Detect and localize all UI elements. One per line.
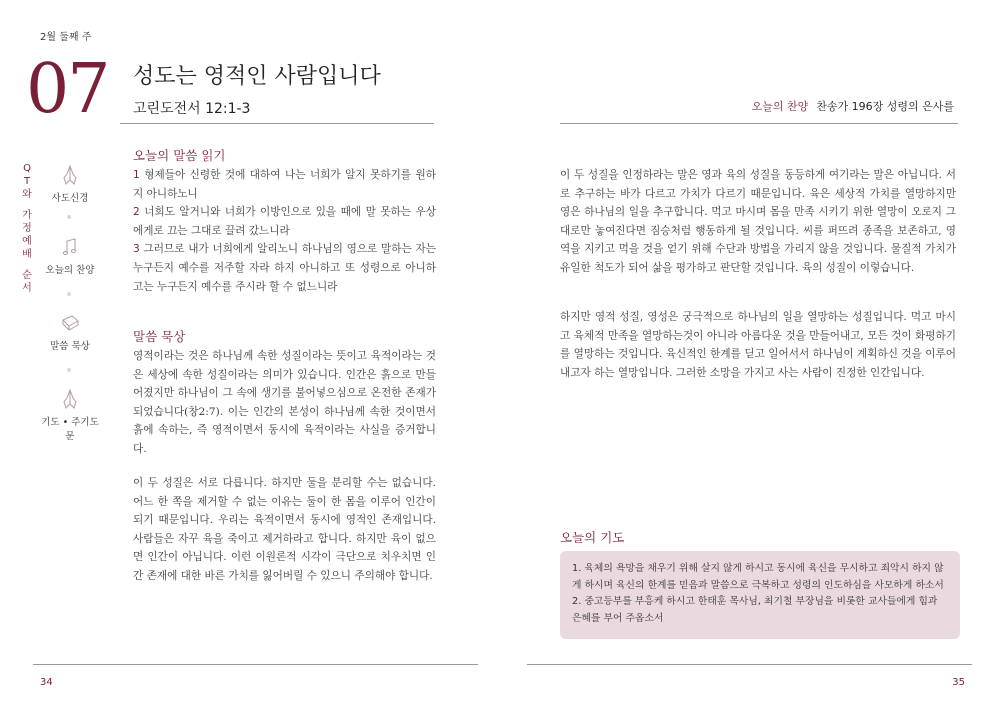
- praying-hands-icon: [60, 388, 80, 410]
- vertical-char: 가: [22, 210, 32, 221]
- sidebar-item-label: 말씀 묵상: [50, 341, 90, 352]
- vertical-gap: [20, 261, 34, 269]
- sidebar-item-hymn: [40, 236, 100, 276]
- prayer-box: [560, 551, 960, 639]
- lesson-number: 07: [26, 50, 109, 129]
- scripture-reference: 고린도전서 12:1-3: [133, 101, 251, 117]
- page-title: 성도는 영적인 사람입니다: [133, 64, 381, 89]
- header-divider-right: [560, 123, 958, 124]
- prayer-item: 1. 육체의 욕망을 채우기 위해 살지 않게 하시고 동시에 육신을 무시하고 죄악시 하지 않게 하시며 육신의 한계를 믿음과 말씀으로 극복하고 성령의 인도하심을 사모하게 하소서: [572, 563, 944, 591]
- sidebar-item-meditation: [40, 312, 100, 352]
- footer-divider-right: [527, 664, 972, 665]
- prayer-item: 2. 중고등부를 부흥케 하시고 한태훈 목사님, 최기철 부장님을 비롯한 교사들에게 힘과 은혜를 부어 주옵소서: [572, 596, 938, 624]
- prayer-heading: 오늘의 기도: [560, 530, 625, 545]
- sidebar-item-prayer: [40, 388, 100, 442]
- verse: [133, 240, 436, 296]
- meditation-paragraph: 이 두 성질은 서로 다릅니다. 하지만 둘을 분리할 수는 없습니다. 어느 한 쪽을 제거할 수 없는 이유는 둘이 한 몸을 이루어 인간이 되기 때문입니다. 우리는 육적이면서 동시에 영적인 존재입니다. 사람들은 자꾸 육을 죽이고 제거하라고 합니다. 하지만 육이 없으면 인간이 아닙니다. 이런 이원론적 시각이 극단으로 치우치면 인간 존재에 대한 바른 가치를 잃어버릴 수 있으니 주의해야 합니다.: [133, 477, 436, 582]
- reading-verses: [133, 166, 436, 296]
- vertical-char: Q: [23, 163, 31, 174]
- verse-text: 형제들아 신령한 것에 대하여 나는 너희가 알지 못하기를 원하지 아니하노니: [133, 169, 436, 200]
- nav-dot: [67, 368, 71, 372]
- hymn-title: 찬송가 196장 성령의 은사를: [816, 100, 954, 113]
- verse-text: 너희도 알거니와 너희가 이방인으로 있을 때에 말 못하는 우상에게로 끄는 그대로 끌려 갔느니라: [133, 206, 436, 237]
- meditation-paragraph: 영적이라는 것은 하나님께 속한 성질이라는 뜻이고 육적이라는 것은 세상에 속한 성질이라는 의미가 있습니다. 인간은 흙으로 만들어졌지만 하나님이 그 속에 생기를 불어넣으심으로 온전한 존재가 되었습니다(창2:7). 이는 인간의 본성이 하나님께 속한 것이면서 흙에 속하는, 즉 영적이면서 동시에 육적이라는 사실을 증거합니다.: [133, 350, 436, 455]
- verse-number: 1: [133, 169, 140, 181]
- meditation-heading: 말씀 묵상: [133, 329, 186, 344]
- sidebar-item-creed: [40, 164, 100, 204]
- page-number-right: 35: [952, 677, 965, 688]
- meditation-paragraph: 이 두 성질을 인정하라는 말은 영과 육의 성질을 동등하게 여기라는 말은 아닙니다. 서로 추구하는 바가 다르고 가치가 다르기 때문입니다. 육은 세상적 가치를 열망하지만 영은 하나님의 일을 추구합니다. 먹고 마시며 몸을 만족 시키기 위한 열망이 오로지 그대로만 놓여진다면 짐승처럼 행동하게 될 것입니다. 씨를 퍼뜨려 종족을 보존하고, 영역을 지키고 먹을 것을 얻기 위해 수단과 방법을 가리지 않을 것입니다. 물질적 가치가 유일한 척도가 되어 삶을 평가하고 판단할 것입니다. 육의 성질이 이렇습니다.: [560, 169, 956, 274]
- sidebar-item-label: 오늘의 찬양: [45, 265, 95, 276]
- vertical-char: T: [23, 176, 31, 187]
- header-divider-left: [120, 123, 434, 124]
- verse: [133, 166, 436, 203]
- week-label: 2월 둘째 주: [40, 32, 92, 43]
- nav-dot: [67, 292, 71, 296]
- praying-hands-icon: [60, 164, 80, 186]
- bible-book-icon: [60, 312, 80, 334]
- reading-heading: 오늘의 말씀 읽기: [133, 148, 226, 163]
- sidebar-item-label: 기도 • 주기도문: [41, 417, 99, 442]
- nav-dot: [67, 215, 71, 219]
- vertical-char: 배: [22, 249, 32, 260]
- vertical-char: 서: [22, 283, 32, 294]
- vertical-char: 예: [22, 236, 32, 247]
- vertical-char: 정: [22, 223, 32, 234]
- footer-divider-left: [33, 664, 478, 665]
- music-note-icon: [60, 236, 80, 258]
- verse-text: 그러므로 내가 너희에게 알리노니 하나님의 영으로 말하는 자는 누구든지 예수를 저주할 자라 하지 아니하고 또 성령으로 아니하고는 누구든지 예수를 주시라 할 수 없느니라: [133, 243, 436, 293]
- hymn-info: [752, 98, 954, 114]
- hymn-label: 오늘의 찬양: [751, 100, 809, 113]
- vertical-section-label: [20, 162, 34, 295]
- verse: [133, 203, 436, 240]
- verse-number: 3: [133, 243, 140, 256]
- vertical-char: 와: [22, 189, 32, 200]
- verse-number: 2: [133, 206, 140, 219]
- meditation-paragraph: 하지만 영적 성질, 영성은 궁극적으로 하나님의 일을 열망하는 성질입니다. 먹고 마시고 육체적 만족을 열망하는것이 아니라 아름다운 것을 만들어내고, 모든 것이 화평하기를 열망하는 것입니다. 육신적인 한계를 딛고 일어서서 하나님이 계획하신 것을 이루어내고자 하는 열망입니다. 그러한 소망을 가지고 사는 사람이 진정한 인간입니다.: [560, 311, 956, 379]
- page-number-left: 34: [40, 677, 53, 688]
- sidebar-item-label: 사도신경: [51, 193, 89, 204]
- vertical-gap: [20, 201, 34, 209]
- vertical-char: 순: [22, 270, 32, 281]
